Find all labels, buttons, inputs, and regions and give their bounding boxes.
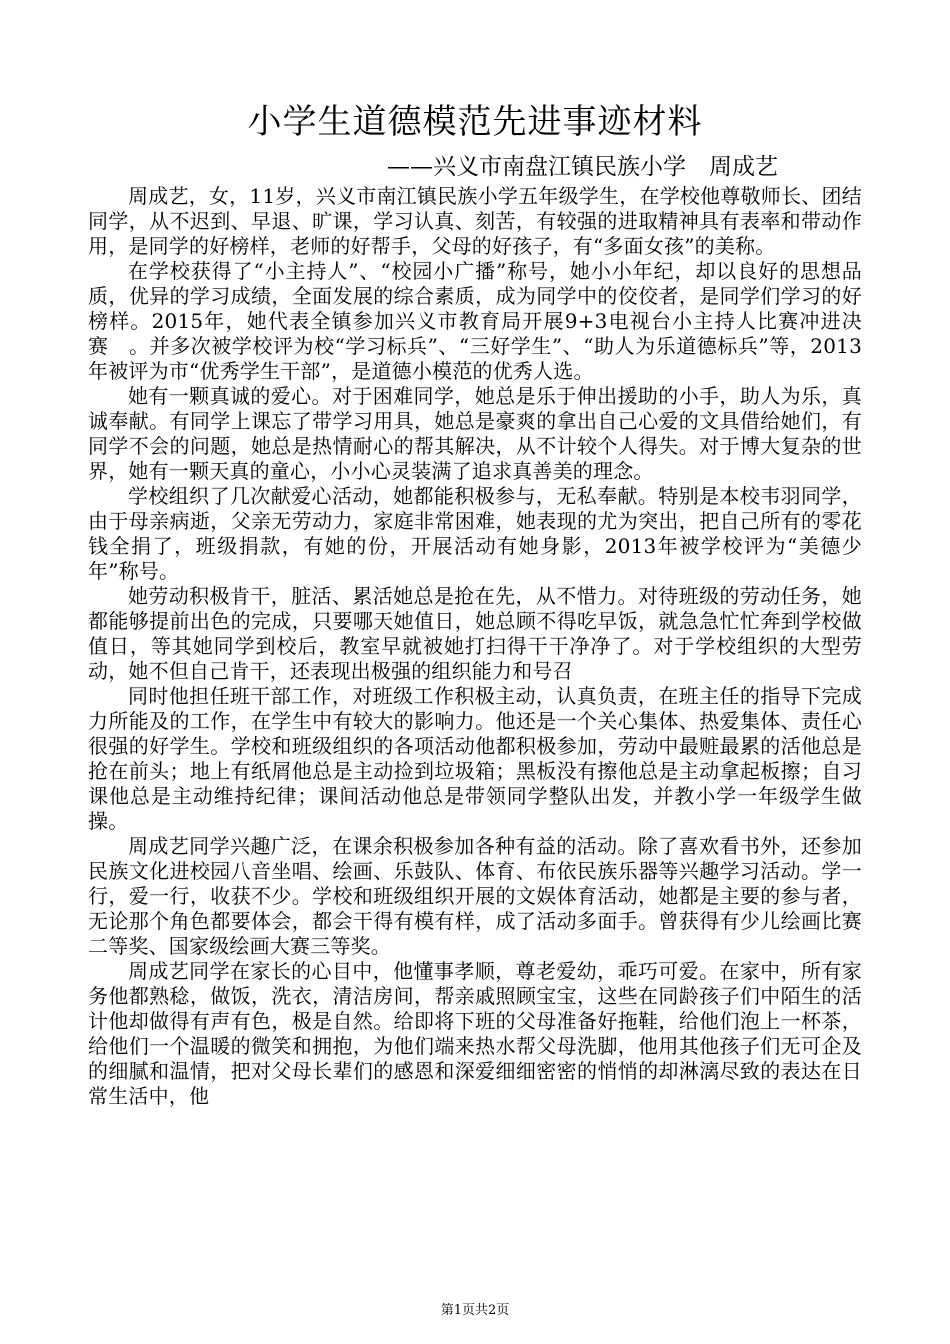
paragraph: 同时他担任班干部工作，对班级工作积极主动，认真负责，在班主任的指导下完成力所能及的工作，在学生中有较大的影响力。他还是一个关心集体、热爱集体、责任心很强的好学生。学校和班级组织的各项活动他都积极参加，劳动中最赃最累的活他总是抢在前头；地上有纸屑他总是主动捡到垃圾箱；黑板没有擦他总是主动拿起板擦；自习课他总是主动维持纪律；课间活动他总是带领同学整队出发，并教小学一年级学生做操。 [88, 684, 862, 833]
paragraph: 学校组织了几次献爱心活动，她都能积极参与，无私奉献。特别是本校韦羽同学，由于母亲病逝，父亲无劳动力，家庭非常困难，她表现的尤为突出，把自己所有的零花钱全捐了，班级捐款，有她的份，开展活动有她身影，2013年被学校评为“美德少年”称号。 [88, 484, 862, 583]
document-title: 小学生道德模范先进事迹材料 [247, 102, 703, 142]
page-number-footer: 第1页共2页 [440, 1303, 510, 1318]
paragraph: 周成艺同学在家长的心目中，他懂事孝顺，尊老爱幼，乖巧可爱。在家中，所有家务他都熟稔，做饭，洗衣，清洁房间，帮亲戚照顾宝宝，这些在同龄孩子们中陌生的活计他却做得有声有色，极是自然。给即将下班的父母准备好拖鞋，给他们泡上一杯茶，给他们一个温暖的微笑和拥抱，为他们端来热水帮父母洗脚，他用其他孩子们无可企及的细腻和温情，把对父母长辈们的感恩和深爱细细密密的悄悄的却淋漓尽致的表达在日常生活中，他 [88, 959, 862, 1108]
paragraph: 在学校获得了“小主持人”、“校园小广播”称号，她小小年纪，却以良好的思想品质，优异的学习成绩，全面发展的综合素质，成为同学中的佼佼者，是同学们学习的好榜样。2015年，她代表全镇参加兴义市教育局开展9+3电视台小主持人比赛冲进决赛 。并多次被学校评为校“学习标兵”、“三好学生”、“助人为乐道德标兵”等，2013年被评为市“优秀学生干部”，是道德小模范的优秀人选。 [88, 259, 862, 383]
document-subtitle: ——兴义市南盘江镇民族小学 周成艺 [387, 154, 778, 180]
paragraph: 她劳动积极肯干，脏活、累活她总是抢在先，从不惜力。对待班级的劳动任务，她都能够提前出色的完成，只要哪天她值日，她总顾不得吃早饭，就急急忙忙奔到学校做值日，等其她同学到校后，教室早就被她打扫得干干净净了。对于学校组织的大型劳动，她不但自己肯干，还表现出极强的组织能力和号召 [88, 584, 862, 683]
paragraph: 周成艺，女，11岁，兴义市南江镇民族小学五年级学生，在学校他尊敬师长、团结同学，从不迟到、早退、旷课，学习认真、刻苦，有较强的进取精神具有表率和带动作用，是同学的好榜样，老师的好帮手，父母的好孩子，有“多面女孩”的美称。 [88, 184, 862, 258]
paragraph: 她有一颗真诚的爱心。对于困难同学，她总是乐于伸出援助的小手，助人为乐，真诚奉献。有同学上课忘了带学习用具，她总是豪爽的拿出自己心爱的文具借给她们，有同学不会的问题，她总是热情耐心的帮其解决，从不计较个人得失。对于博大复杂的世界，她有一颗天真的童心，小小心灵装满了追求真善美的理念。 [88, 384, 862, 483]
paragraph: 周成艺同学兴趣广泛，在课余积极参加各种有益的活动。除了喜欢看书外，还参加民族文化进校园八音坐唱、绘画、乐鼓队、体育、布依民族乐器等兴趣学习活动。学一行，爱一行，收获不少。学校和班级组织开展的文娱体育活动，她都是主要的参与者，无论那个角色都要体会，都会干得有模有样，成了活动多面手。曾获得有少儿绘画比赛二等奖、国家级绘画大赛三等奖。 [88, 834, 862, 958]
document-page [88, 96, 862, 1109]
